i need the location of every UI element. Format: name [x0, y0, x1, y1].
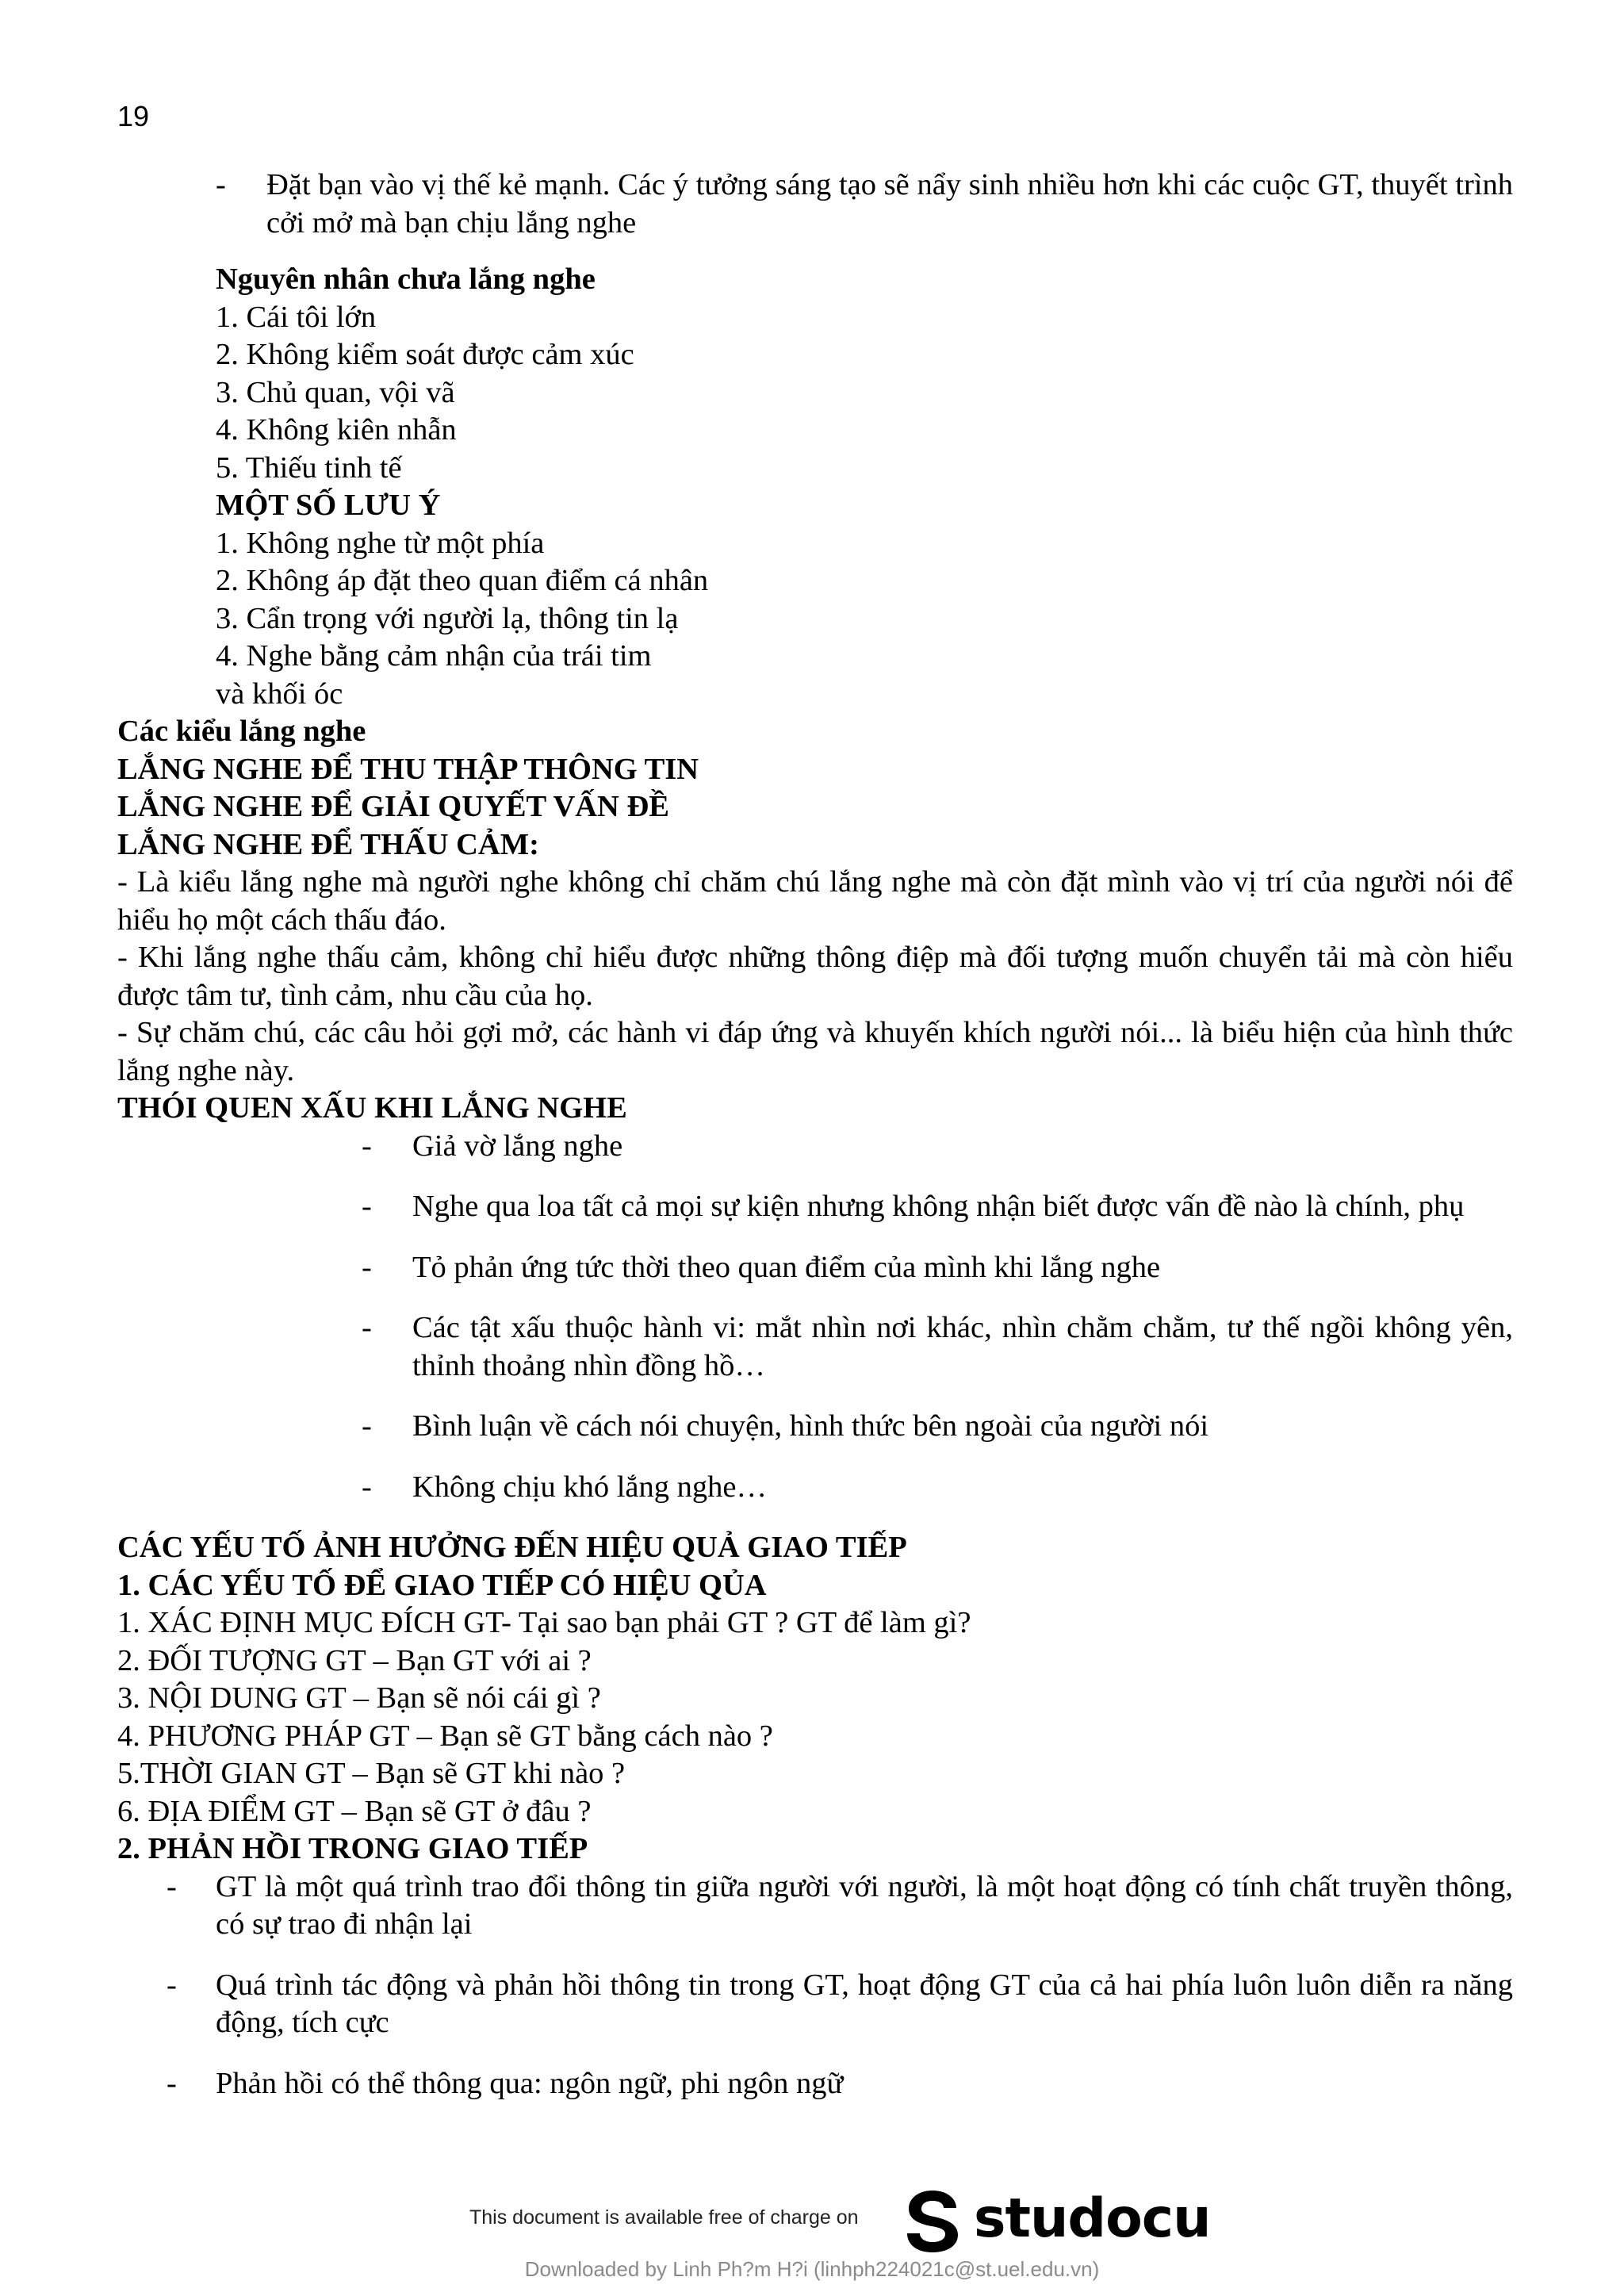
studocu-logo-icon[interactable] [901, 2184, 964, 2256]
list-item: 2. Không áp đặt theo quan điểm cá nhân [216, 564, 709, 597]
bullet-item [117, 1188, 1513, 1226]
studocu-brand-name[interactable]: studocu [974, 2187, 1211, 2250]
causes-section [117, 261, 1513, 713]
list-item: 2. Không kiểm soát được cảm xúc [216, 338, 634, 371]
type-heading: LẮNG NGHE ĐỂ GIẢI QUYẾT VẤN ĐỀ [117, 790, 669, 823]
feedback-heading: 2. PHẢN HỒI TRONG GIAO TIẾP [117, 1832, 588, 1865]
bullet-text: Bình luận về cách nói chuyện, hình thức bên ngoài của người nói [412, 1409, 1209, 1443]
dash-marker: - [362, 1311, 372, 1344]
factors-subheading: 1. CÁC YẾU TỐ ĐỂ GIAO TIẾP CÓ HIỆU QỦA [117, 1568, 767, 1602]
bullet-item [117, 2065, 1513, 2103]
list-item: 3. NỘI DUNG GT – Bạn sẽ nói cái gì ? [117, 1681, 601, 1715]
studocu-footer [0, 2183, 1624, 2262]
list-item: 1. Cái tôi lớn [216, 300, 377, 334]
bullet-text: Tỏ phản ứng tức thời theo quan điểm của mình khi lắng nghe [412, 1250, 1161, 1284]
list-item: 2. ĐỐI TƯỢNG GT – Bạn GT với ai ? [117, 1643, 592, 1677]
feedback-section [117, 1830, 1513, 2102]
paragraph: - Là kiểu lắng nghe mà người nghe không chỉ chăm chú lắng nghe mà còn đặt mình vào vị trí của người nói để hiểu họ một cách thấu đáo. [117, 865, 1513, 937]
list-item: 4. Không kiên nhẫn [216, 413, 457, 447]
bullet-text: GT là một quá trình trao đổi thông tin giữa người với người, là một hoạt động có tính chất truyền thông, có sự trao đi nhận lại [216, 1869, 1513, 1941]
bullet-item [117, 1128, 1513, 1166]
list-item: 4. PHƯƠNG PHÁP GT – Bạn sẽ GT bằng cách nào ? [117, 1719, 773, 1753]
factors-heading: CÁC YẾU TỐ ẢNH HƯỞNG ĐẾN HIỆU QUẢ GIAO TIẾP [117, 1531, 907, 1564]
bad-habits-heading: THÓI QUEN XẤU KHI LẮNG NGHE [117, 1091, 627, 1125]
intro-bullet [117, 167, 1513, 242]
bad-habits-section [117, 1090, 1513, 1506]
list-item: 6. ĐỊA ĐIỂM GT – Bạn sẽ GT ở đâu ? [117, 1794, 592, 1828]
intro-bullet-text: Đặt bạn vào vị thế kẻ mạnh. Các ý tưởng sáng tạo sẽ nẩy sinh nhiều hơn khi các cuộc GT, thuyết trình cởi mở mà bạn chịu lắng nghe [266, 168, 1513, 240]
list-item: 4. Nghe bằng cảm nhận của trái tim [216, 639, 652, 673]
dash-marker: - [362, 1129, 372, 1163]
list-item: 3. Chủ quan, vội vã [216, 375, 455, 409]
bullet-item [117, 1408, 1513, 1446]
bullet-item [117, 1469, 1513, 1507]
availability-note: This document is available free of charge on [469, 2206, 859, 2229]
download-note: Downloaded by Linh Ph?m H?i (linhph224021c@st.uel.edu.vn) [524, 2257, 1100, 2281]
dash-marker: - [362, 1190, 372, 1223]
list-item: 5. Thiếu tinh tế [216, 450, 402, 485]
bullet-text: Không chịu khó lắng nghe… [412, 1470, 767, 1504]
dash-marker: - [362, 1470, 372, 1504]
dash-marker: - [167, 1968, 177, 2002]
bullet-text: Nghe qua loa tất cả mọi sự kiện nhưng không nhận biết được vấn đề nào là chính, phụ [412, 1190, 1465, 1223]
paragraph: - Sự chăm chú, các câu hỏi gợi mở, các hành vi đáp ứng và khuyến khích người nói... là biểu hiện của hình thức lắng nghe này. [117, 1016, 1513, 1087]
bullet-text: Giả vờ lắng nghe [412, 1129, 623, 1163]
bullet-text: Phản hồi có thể thông qua: ngôn ngữ, phi ngôn ngữ [216, 2066, 844, 2100]
list-item: 1. XÁC ĐỊNH MỤC ĐÍCH GT- Tại sao bạn phải GT ? GT để làm gì? [117, 1606, 971, 1639]
type-heading: LẮNG NGHE ĐỂ THẤU CẢM: [117, 827, 539, 861]
bullet-text: Quá trình tác động và phản hồi thông tin trong GT, hoạt động GT của cả hai phía luôn luôn diễn ra năng động, tích cực [216, 1968, 1513, 2039]
factors-section [117, 1529, 1513, 1830]
bullet-item [117, 1249, 1513, 1287]
list-item: 1. Không nghe từ một phía [216, 526, 545, 560]
notes-heading: MỘT SỐ LƯU Ý [216, 489, 441, 522]
list-item: 3. Cẩn trọng với người lạ, thông tin lạ [216, 601, 679, 635]
dash-marker: - [167, 2066, 177, 2100]
dash-marker: - [362, 1250, 372, 1284]
bullet-item [117, 1869, 1513, 1944]
document-body [117, 167, 1513, 2125]
bullet-item [117, 1967, 1513, 2042]
type-heading: LẮNG NGHE ĐỂ THU THẬP THÔNG TIN [117, 752, 699, 786]
bullet-item [117, 1309, 1513, 1385]
dash-marker: - [167, 1869, 177, 1903]
list-item: và khối óc [216, 677, 343, 711]
list-item: 5.THỜI GIAN GT – Bạn sẽ GT khi nào ? [117, 1757, 626, 1790]
dash-marker: - [362, 1409, 372, 1443]
bullet-text: Các tật xấu thuộc hành vi: mắt nhìn nơi khác, nhìn chằm chằm, tư thế ngồi không yên, thỉnh thoảng nhìn đồng hồ… [412, 1311, 1513, 1382]
types-heading: Các kiểu lắng nghe [117, 715, 366, 748]
listening-types-section [117, 713, 1513, 1090]
causes-heading: Nguyên nhân chưa lắng nghe [216, 263, 596, 296]
paragraph: - Khi lắng nghe thấu cảm, không chỉ hiểu được những thông điệp mà đối tượng muốn chuyển tải mà còn hiểu được tâm tư, tình cảm, nhu cầu của họ. [117, 941, 1513, 1012]
page-number: 19 [117, 100, 150, 132]
dash-marker: - [216, 168, 226, 201]
